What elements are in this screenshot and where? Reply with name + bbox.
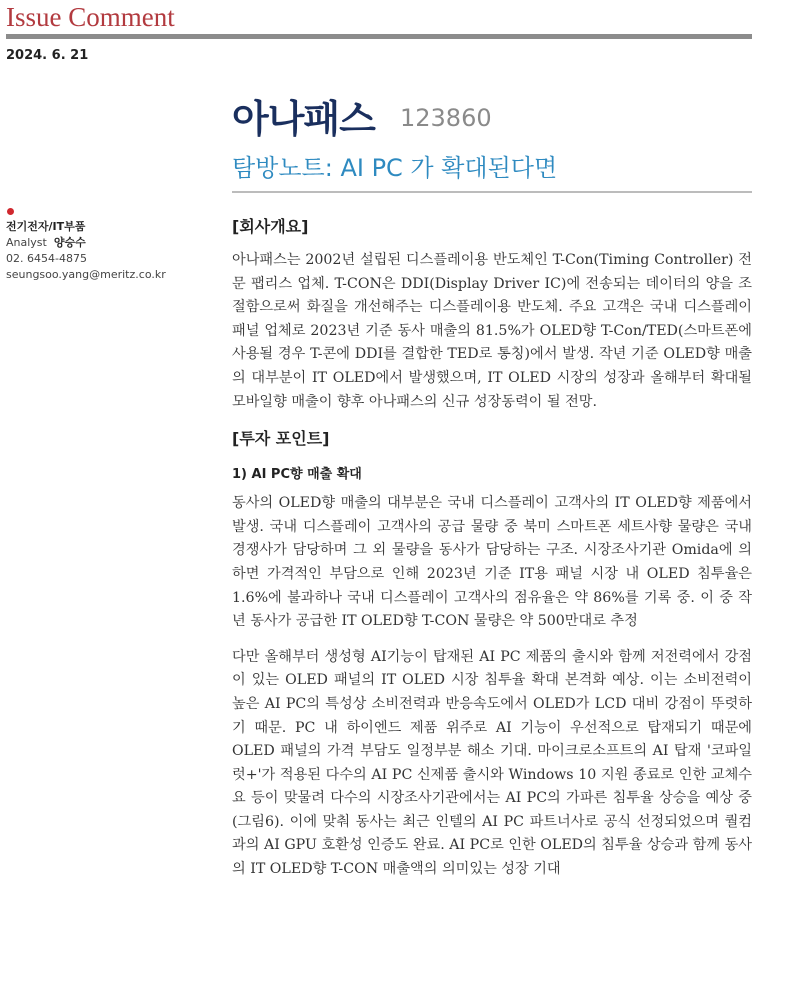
overview-heading: [회사개요]	[232, 217, 309, 236]
red-dot-icon	[7, 208, 14, 215]
point1-title: 1) AI PC향 매출 확대	[232, 467, 362, 483]
investment-paragraph-2: 다만 올해부터 생성형 AI기능이 탑재된 AI PC 제품의 출시와 함께 저전력에서 강점이 있는 OLED 패널의 IT OLED 시장 침투율 확대 본격화 예상. 이는 소비전력이 높은 AI PC의 특성상 소비전력과 반응속도에서 OLED가 LCD 대비 강점이 뚜렷하기 때문. PC 내 하이엔드 제품 위주로 AI 기능이 우선적으로 탑재되기 때문에 OLED 패널의 가격 부담도 일정부분 해소 기대. 마이크로소프트의 AI 탑재 '코파일럿+'가 적용된 다수의 AI PC 신제품 출시와 Windows 10 지원 종료로 인한 교체수요 등이 맞물려 다수의 시장조사기관에서는 AI PC의 가파른 침투율 상승을 예상 중(그림6). 이에 맞춰 동사는 최근 인텔의 AI PC 파트너사로 공식 선정되었으며 퀄컴과의 AI GPU 호환성 인증도 완료. AI PC로 인한 OLED의 침투율 상승과 함께 동사의 IT OLED향 T-CON 매출액의 의미있는 성장 기대	[232, 648, 752, 878]
report-body	[232, 214, 752, 882]
analyst-line	[6, 235, 206, 251]
analyst-phone: 02. 6454-4875	[6, 252, 87, 265]
investment-heading: [투자 포인트]	[232, 429, 330, 449]
analyst-name: 양승수	[53, 236, 86, 249]
report-subtitle: 탐방노트: AI PC 가 확대된다면	[232, 154, 558, 182]
ticker-code: 123860	[400, 104, 492, 132]
analyst-label: Analyst	[6, 236, 47, 249]
brand-title: Issue Comment	[6, 2, 175, 32]
analyst-email[interactable]: seungsoo.yang@meritz.co.kr	[6, 268, 166, 281]
header-rule	[6, 34, 752, 39]
report-date: 2024. 6. 21	[6, 48, 89, 63]
title-rule	[232, 191, 752, 193]
company-name: 아나패스	[232, 97, 375, 141]
sector-label: 전기전자/IT부품	[6, 220, 86, 233]
investment-paragraph-1: 동사의 OLED향 매출의 대부분은 국내 디스플레이 고객사의 IT OLED향 제품에서 발생. 국내 디스플레이 고객사의 공급 물량 중 북미 스마트폰 세트사향 물량은 국내 경쟁사가 담당하며 그 외 물량을 동사가 담당하는 구조. 시장조사기관 Omida에 의하면 가격적인 부담으로 인해 2023년 기준 IT용 패널 시장 내 OLED 침투율은 1.6%에 불과하나 국내 디스플레이 고객사의 점유율은 약 86%를 기록 중. 이 중 작년 동사가 공급한 IT OLED향 T-CON 물량은 약 500만대로 추정	[232, 495, 752, 630]
analyst-sidebar	[6, 208, 206, 283]
overview-paragraph: 아나패스는 2002년 설립된 디스플레이용 반도체인 T-Con(Timing Controller) 전문 팹리스 업체. T-CON은 DDI(Display Driver IC)에 전송되는 데이터의 양을 조절함으로써 화질을 개선해주는 디스플레이용 반도체. 주요 고객은 국내 디스플레이 패널 업체로 2023년 기준 동사 매출의 81.5%가 OLED향 T-Con/TED(스마트폰에 사용될 경우 T-콘에 DDI를 결합한 TED로 통칭)에서 발생. 작년 기준 OLED향 매출의 대부분이 IT OLED에서 발생했으며, IT OLED 시장의 성장과 올해부터 확대될 모바일향 매출이 향후 아나패스의 신규 성장동력이 될 전망.	[232, 252, 752, 410]
